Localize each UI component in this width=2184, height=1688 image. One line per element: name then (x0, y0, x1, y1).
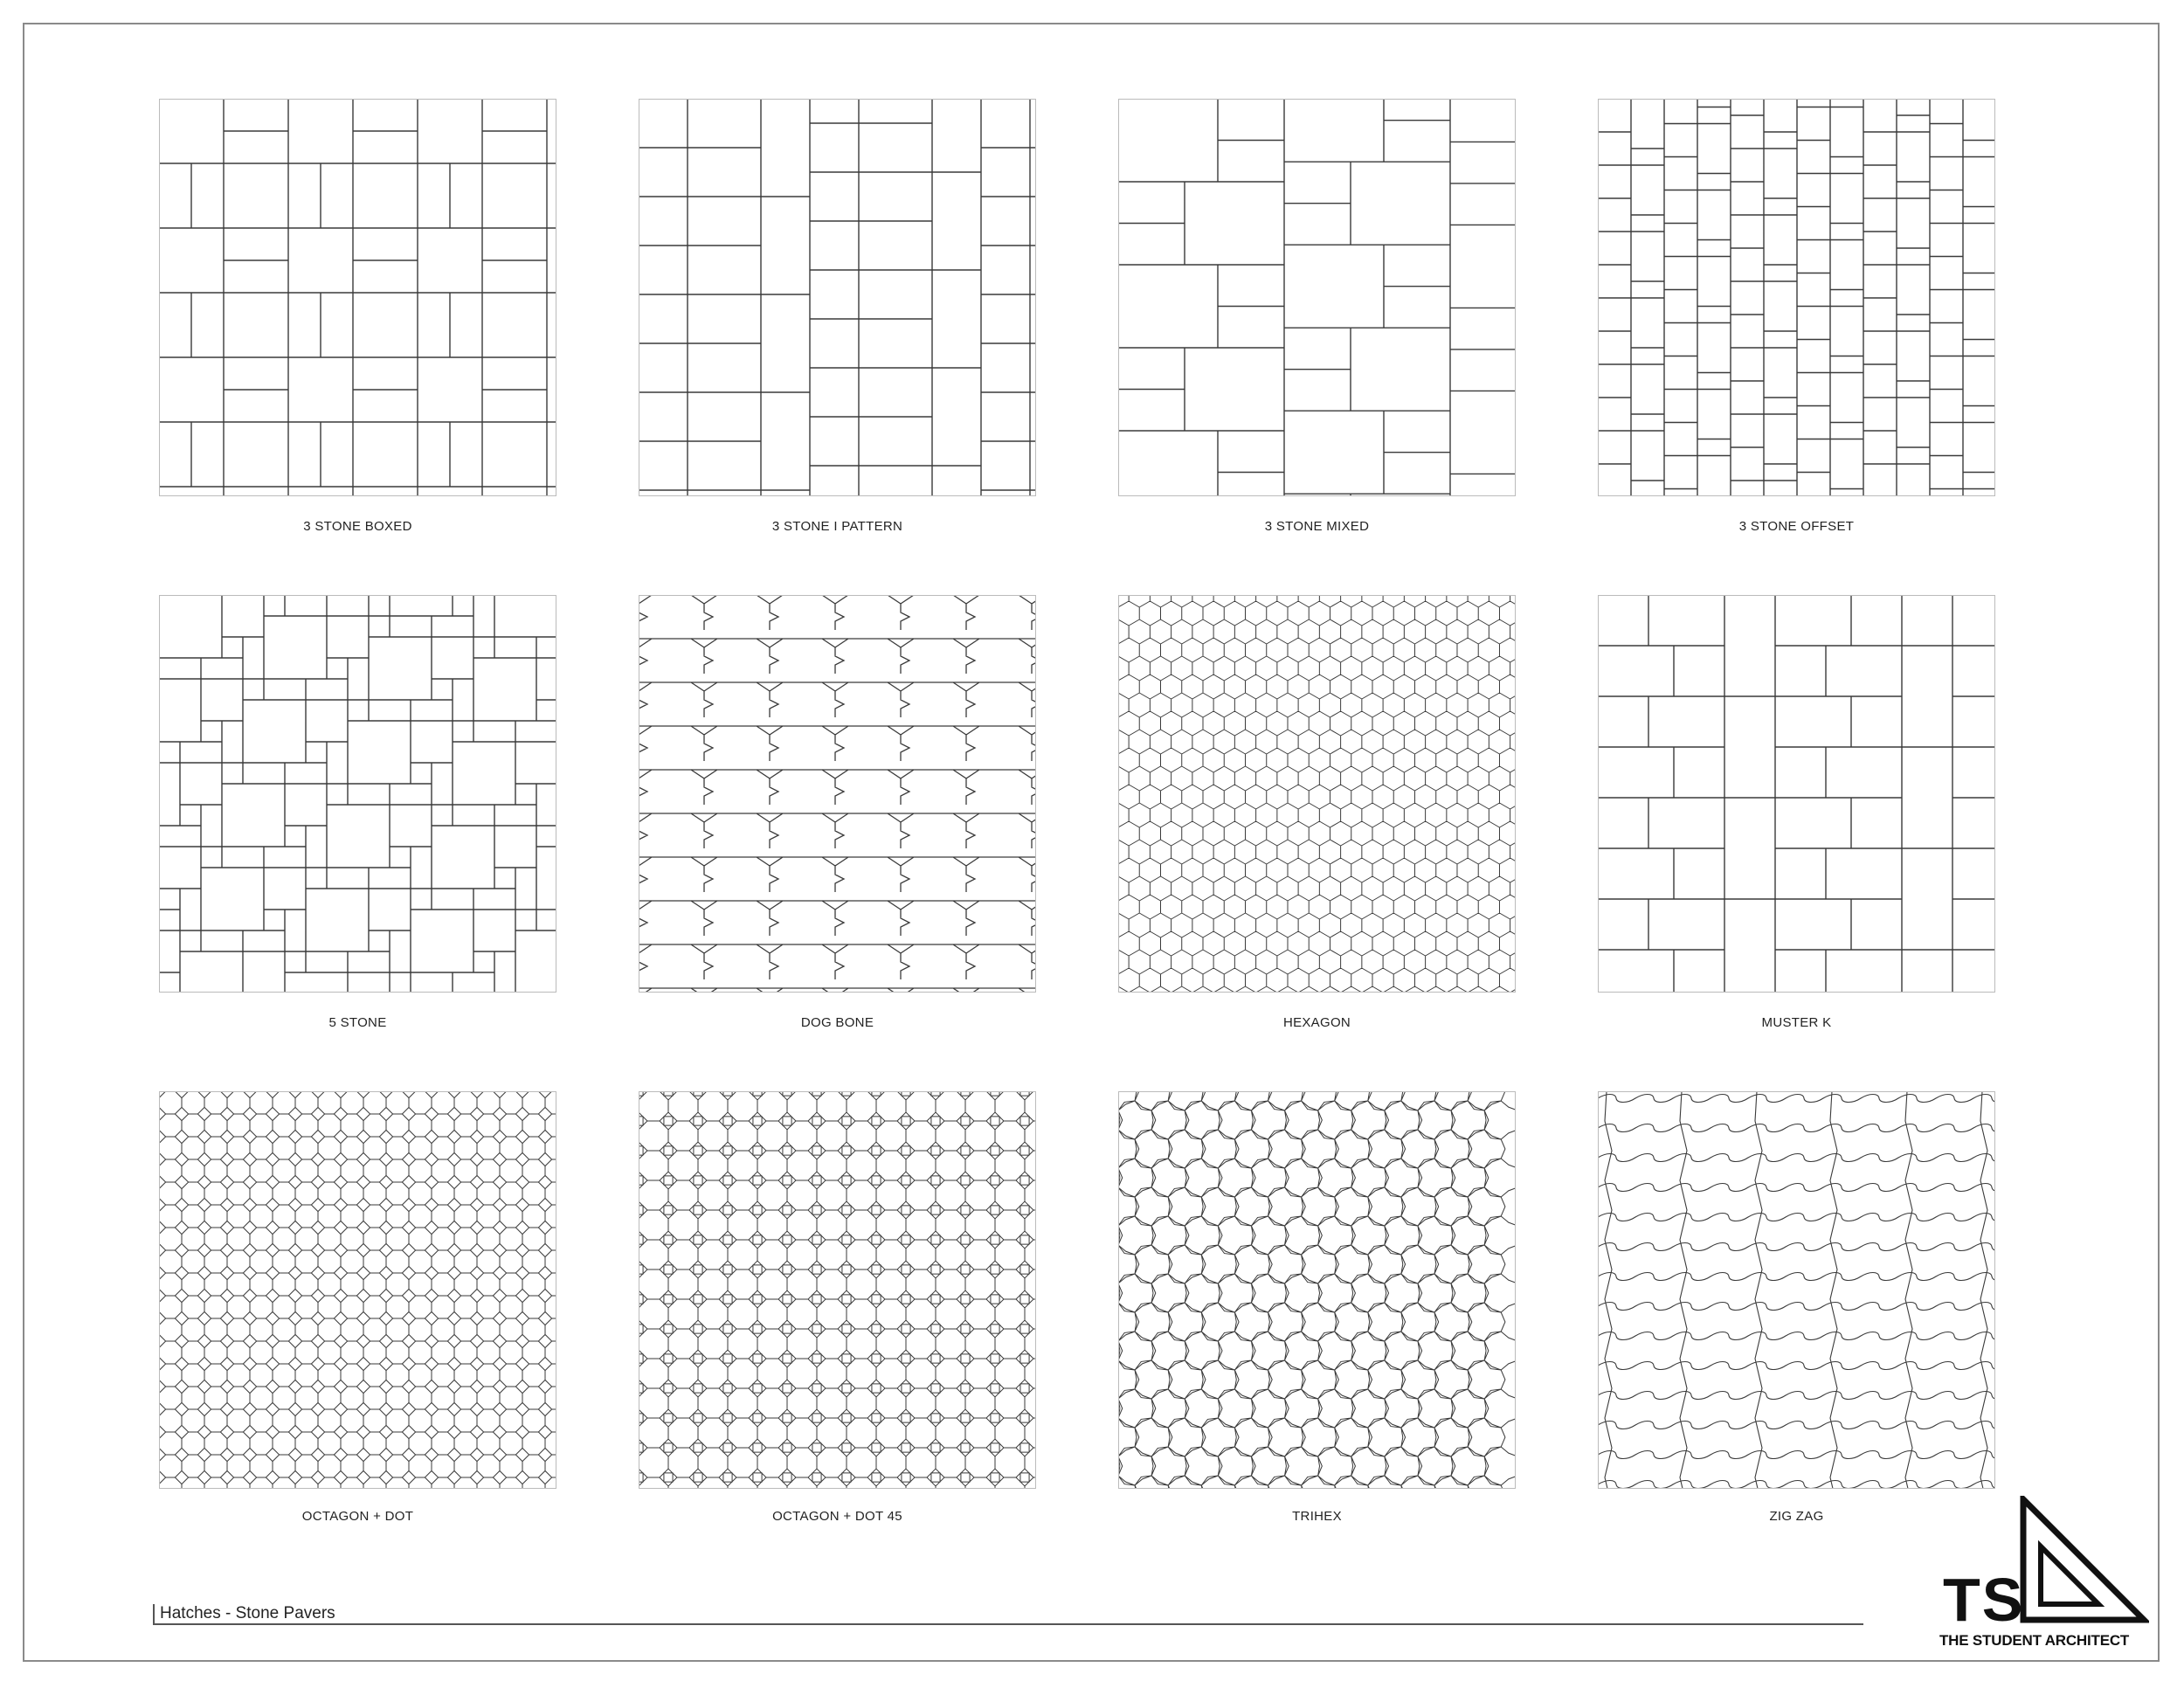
hatch-label-3-stone-mixed: 3 STONE MIXED (1264, 519, 1370, 534)
hatch-label-5-stone: 5 STONE (328, 1015, 387, 1030)
pattern-3-stone-offset (1598, 99, 1995, 496)
hatch-label-3-stone-i-pattern: 3 STONE I PATTERN (771, 519, 903, 534)
hatch-swatch-octagon-dot-45[interactable] (639, 1091, 1036, 1489)
hatch-label-hexagon: HEXAGON (1282, 1015, 1351, 1030)
pattern-zig-zag (1598, 1091, 1995, 1489)
pattern-hexagon (1118, 595, 1516, 993)
pattern-trihex (1118, 1091, 1516, 1489)
hatch-label-octagon-dot-45: OCTAGON + DOT 45 (772, 1509, 902, 1524)
sheet-title: Hatches - Stone Pavers (160, 1604, 335, 1622)
pattern-muster-k (1598, 595, 1995, 993)
hatch-label-zig-zag: ZIG ZAG (1769, 1509, 1824, 1524)
logo-mark: TS (1943, 1566, 2025, 1634)
hatch-swatch-zig-zag[interactable] (1598, 1091, 1995, 1489)
hatch-label-octagon-dot: OCTAGON + DOT (301, 1509, 414, 1524)
set-square-icon (2018, 1496, 2149, 1627)
hatch-label-dog-bone: DOG BONE (800, 1015, 874, 1030)
brand-logo (1931, 1496, 2147, 1653)
hatch-label-3-stone-boxed: 3 STONE BOXED (303, 519, 412, 534)
hatch-label-3-stone-offset: 3 STONE OFFSET (1738, 519, 1855, 534)
hatch-swatch-muster-k[interactable] (1598, 595, 1995, 993)
hatch-swatch-3-stone-boxed[interactable] (159, 99, 556, 496)
hatch-label-trihex: TRIHEX (1292, 1509, 1342, 1524)
hatch-label-muster-k: MUSTER K (1761, 1015, 1832, 1030)
pattern-5-stone (159, 595, 556, 993)
hatch-swatch-octagon-dot[interactable] (159, 1091, 556, 1489)
pattern-3-stone-mixed (1118, 99, 1516, 496)
pattern-dog-bone (639, 595, 1036, 993)
logo-name: THE STUDENT ARCHITECT (1939, 1632, 2130, 1649)
hatch-swatch-dog-bone[interactable] (639, 595, 1036, 993)
hatch-swatch-3-stone-offset[interactable] (1598, 99, 1995, 496)
pattern-octagon-dot (159, 1091, 556, 1489)
title-block (153, 1604, 1863, 1625)
hatch-swatch-trihex[interactable] (1118, 1091, 1516, 1489)
hatch-swatch-3-stone-mixed[interactable] (1118, 99, 1516, 496)
hatch-swatch-hexagon[interactable] (1118, 595, 1516, 993)
hatch-swatch-3-stone-i-pattern[interactable] (639, 99, 1036, 496)
pattern-octagon-dot-45 (639, 1091, 1036, 1489)
pattern-3-stone-i-pattern (639, 99, 1036, 496)
hatch-swatch-5-stone[interactable] (159, 595, 556, 993)
pattern-3-stone-boxed (159, 99, 556, 496)
